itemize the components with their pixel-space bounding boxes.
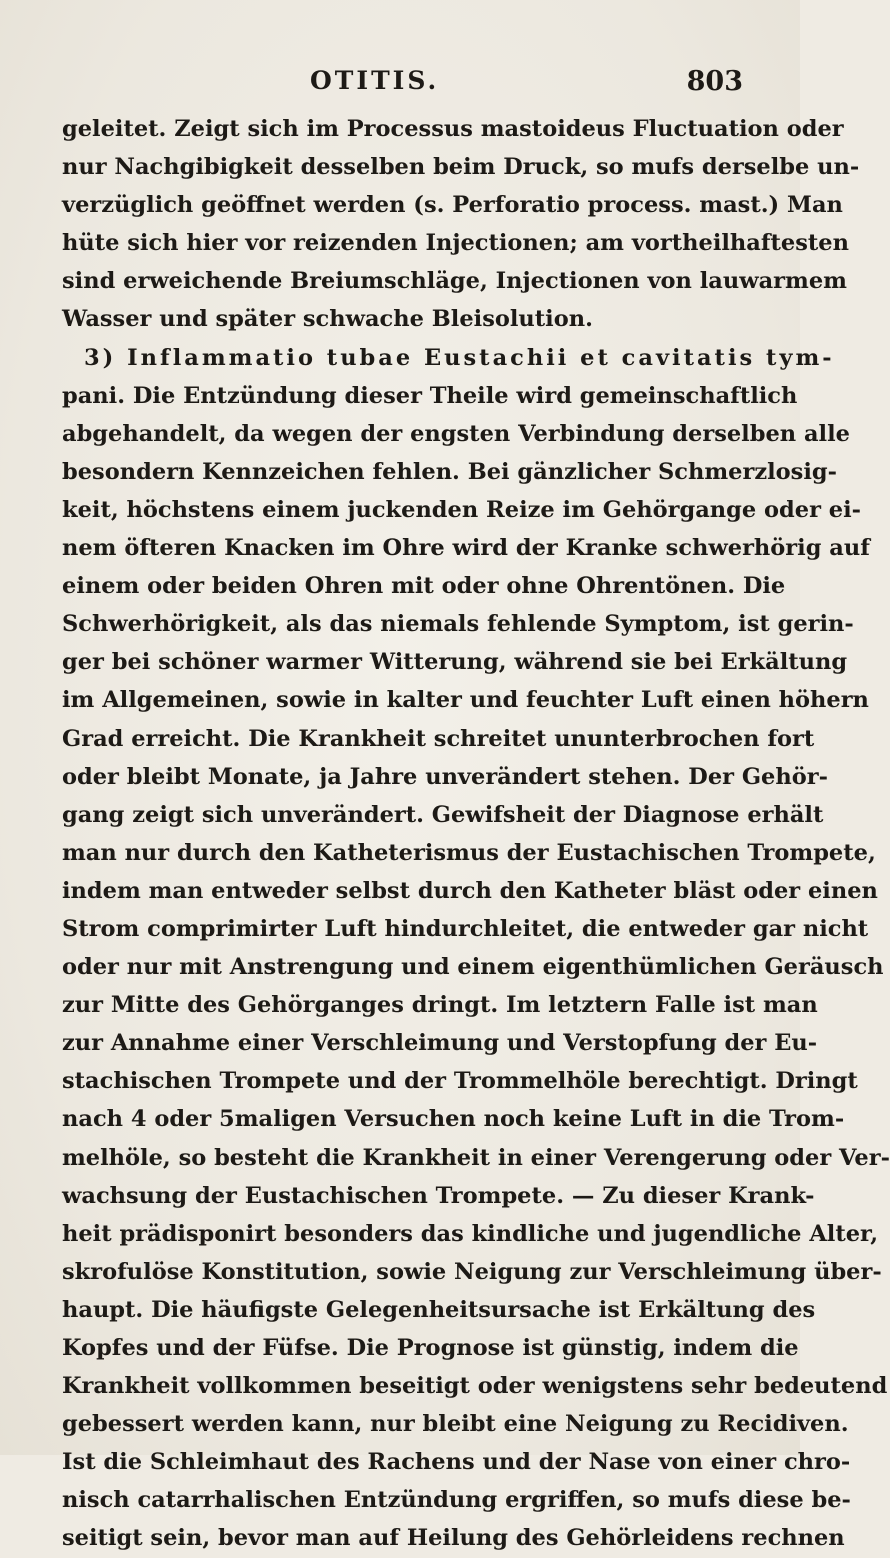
text-line: einem oder beiden Ohren mit oder ohne Ohrentönen. Die xyxy=(62,573,786,600)
page-number: 803 xyxy=(686,66,743,97)
text-line: zur Annahme einer Verschleimung und Verstopfung der Eu- xyxy=(62,1030,818,1057)
text-line: besondern Kennzeichen fehlen. Bei gänzlicher Schmerzlosig- xyxy=(62,458,837,485)
text-line: haupt. Die häufigste Gelegenheitsursache ist Erkältung des xyxy=(62,1296,816,1323)
text-line: indem man entweder selbst durch den Katheter bläst oder einen xyxy=(62,877,878,904)
running-head xyxy=(0,66,800,102)
text-line: Grad erreicht. Die Krankheit schreitet ununterbrochen fort xyxy=(62,725,815,752)
text-line: gebessert werden kann, nur bleibt eine Neigung zu Recidiven. xyxy=(62,1411,849,1438)
text-line: keit, höchstens einem juckenden Reize im Gehörgange oder ei- xyxy=(62,496,861,523)
text-line: zur Mitte des Gehörganges dringt. Im letztern Falle ist man xyxy=(62,992,818,1019)
running-title: OTITIS. xyxy=(310,66,440,95)
text-line: wachsung der Eustachischen Trompete. — Zu dieser Krank- xyxy=(62,1182,815,1209)
body-text xyxy=(62,110,890,1558)
text-line: Strom comprimirter Luft hindurchleitet, die entweder gar nicht xyxy=(62,915,869,942)
text-line: oder bleibt Monate, ja Jahre unverändert stehen. Der Gehör- xyxy=(62,763,828,790)
text-line: sind erweichende Breiumschläge, Injectionen von lauwarmem xyxy=(62,268,847,295)
text-line: ger bei schöner warmer Witterung, während sie bei Erkältung xyxy=(62,649,848,676)
text-line: nach 4 oder 5maligen Versuchen noch keine Luft in die Trom- xyxy=(62,1106,845,1133)
text-line: abgehandelt, da wegen der engsten Verbindung derselben alle xyxy=(62,420,850,447)
text-line: oder nur mit Anstrengung und einem eigenthümlichen Geräusch xyxy=(62,954,884,981)
text-line: nisch catarrhalischen Entzündung ergriffen, so mufs diese be- xyxy=(62,1487,851,1514)
text-line: nur Nachgibigkeit desselben beim Druck, so mufs derselbe un- xyxy=(62,154,860,181)
text-line: stachischen Trompete und der Trommelhöle berechtigt. Dringt xyxy=(62,1068,858,1095)
text-line: geleitet. Zeigt sich im Processus mastoideus Fluctuation oder xyxy=(62,116,844,142)
text-line: seitigt sein, bevor man auf Heilung des Gehörleidens rechnen xyxy=(62,1525,845,1552)
text-line: melhöle, so besteht die Krankheit in einer Verengerung oder Ver- xyxy=(62,1144,890,1171)
text-line: skrofulöse Konstitution, sowie Neigung zur Verschleimung über- xyxy=(62,1258,882,1285)
text-line: Schwerhörigkeit, als das niemals fehlende Symptom, ist gerin- xyxy=(62,611,854,638)
text-line: heit prädisponirt besonders das kindliche und jugendliche Alter, xyxy=(62,1220,879,1247)
text-line: pani. Die Entzündung dieser Theile wird gemeinschaftlich xyxy=(62,382,798,409)
text-line: im Allgemeinen, sowie in kalter und feuchter Luft einen höhern xyxy=(62,687,869,714)
text-line: Ist die Schleimhaut des Rachens und der Nase von einer chro- xyxy=(62,1449,851,1476)
text-line: nem öfteren Knacken im Ohre wird der Kranke schwerhörig auf xyxy=(62,535,870,562)
text-line: Wasser und später schwache Bleisolution. xyxy=(62,306,593,333)
text-line: verzüglich geöffnet werden (s. Perforatio process. mast.) Man xyxy=(62,192,843,219)
text-line: hüte sich hier vor reizenden Injectionen; am vortheilhaftesten xyxy=(62,230,849,257)
text-line: Kopfes und der Füfse. Die Prognose ist günstig, indem die xyxy=(62,1335,799,1361)
text-line: gang zeigt sich unverändert. Gewifsheit der Diagnose erhält xyxy=(62,801,824,828)
text-line: man nur durch den Katheterismus der Eustachischen Trompete, xyxy=(62,839,876,866)
text-line: Krankheit vollkommen beseitigt oder wenigstens sehr bedeutend xyxy=(62,1373,888,1400)
section-heading-line: 3) Inflammatio tubae Eustachii et cavitatis tym- xyxy=(84,344,835,371)
